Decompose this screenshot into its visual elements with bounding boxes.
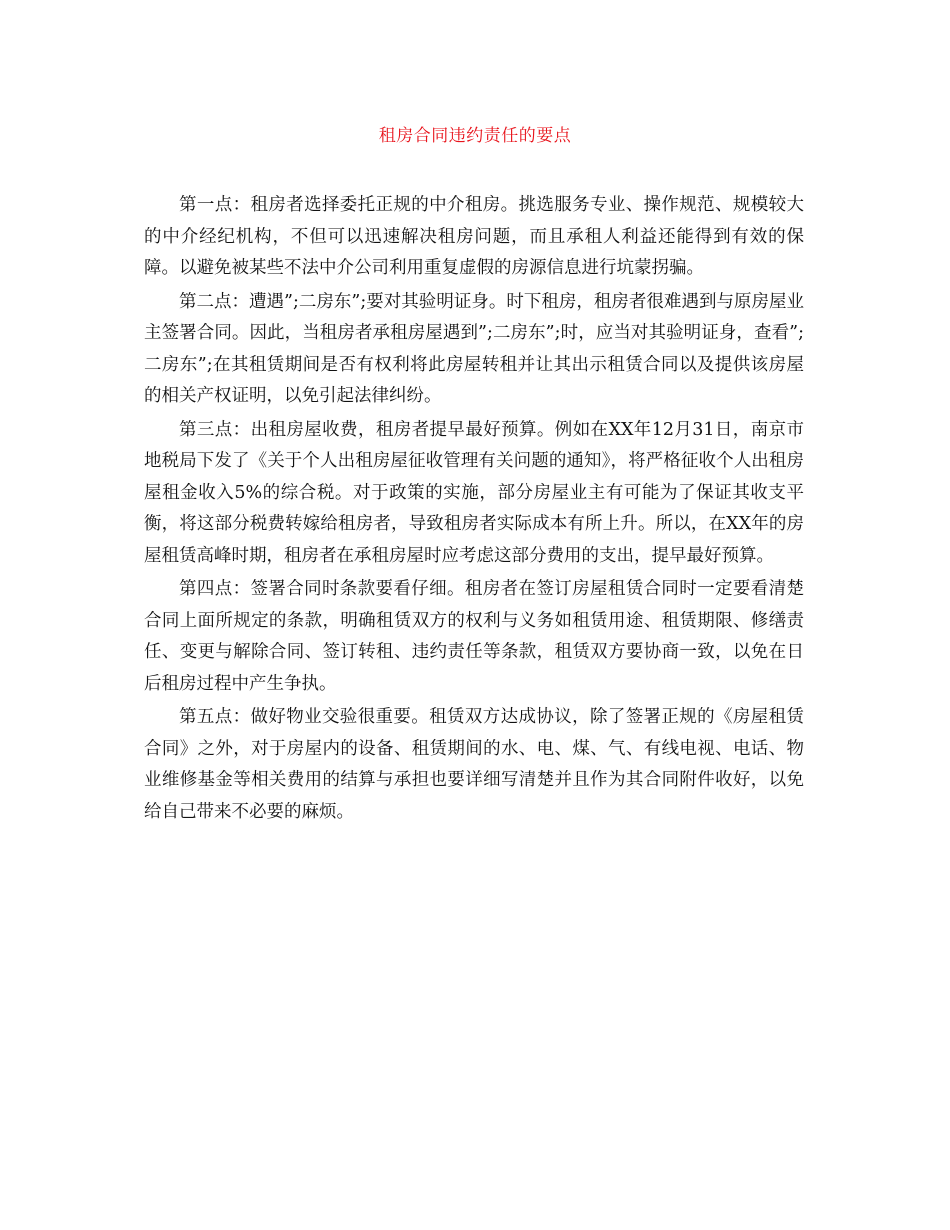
- paragraph-point-1: 第一点：租房者选择委托正规的中介租房。挑选服务专业、操作规范、规模较大的中介经纪机构，不但可以迅速解决租房问题，而且承租人利益还能得到有效的保障。以避免被某些不法中介公司利用重复虚假的房源信息进行坑蒙拐骗。: [144, 195, 804, 278]
- paragraph-point-5: 第五点：做好物业交验很重要。租赁双方达成协议，除了签署正规的《房屋租赁合同》之外，对于房屋内的设备、租赁期间的水、电、煤、气、有线电视、电话、物业维修基金等相关费用的结算与承担也要详细写清楚并且作为其合同附件收好，以免给自己带来不必要的麻烦。: [144, 707, 804, 822]
- paragraph-point-4: 第四点：签署合同时条款要看仔细。租房者在签订房屋租赁合同时一定要看清楚合同上面所规定的条款，明确租赁双方的权利与义务如租赁用途、租赁期限、修缮责任、变更与解除合同、签订转租、违约责任等条款，租赁双方要协商一致，以免在日后租房过程中产生争执。: [144, 579, 804, 694]
- paragraph-point-3: 第三点：出租房屋收费，租房者提早最好预算。例如在XX年12月31日，南京市地税局下发了《关于个人出租房屋征收管理有关问题的通知》，将严格征收个人出租房屋租金收入5%的综合税。对于政策的实施，部分房屋业主有可能为了保证其收支平衡，将这部分税费转嫁给租房者，导致租房者实际成本有所上升。所以，在XX年的房屋租赁高峰时期，租房者在承租房屋时应考虑这部分费用的支出，提早最好预算。: [144, 419, 804, 566]
- document-body: [144, 190, 804, 830]
- paragraph-point-2: 第二点：遭遇”;二房东”;要对其验明证身。时下租房，租房者很难遇到与原房屋业主签署合同。因此，当租房者承租房屋遇到”;二房东”;时，应当对其验明证身，查看”;二房东”;在其租赁期间是否有权利将此房屋转租并让其出示租赁合同以及提供该房屋的相关产权证明，以免引起法律纠纷。: [144, 291, 804, 406]
- document-title: 租房合同违约责任的要点: [378, 126, 572, 146]
